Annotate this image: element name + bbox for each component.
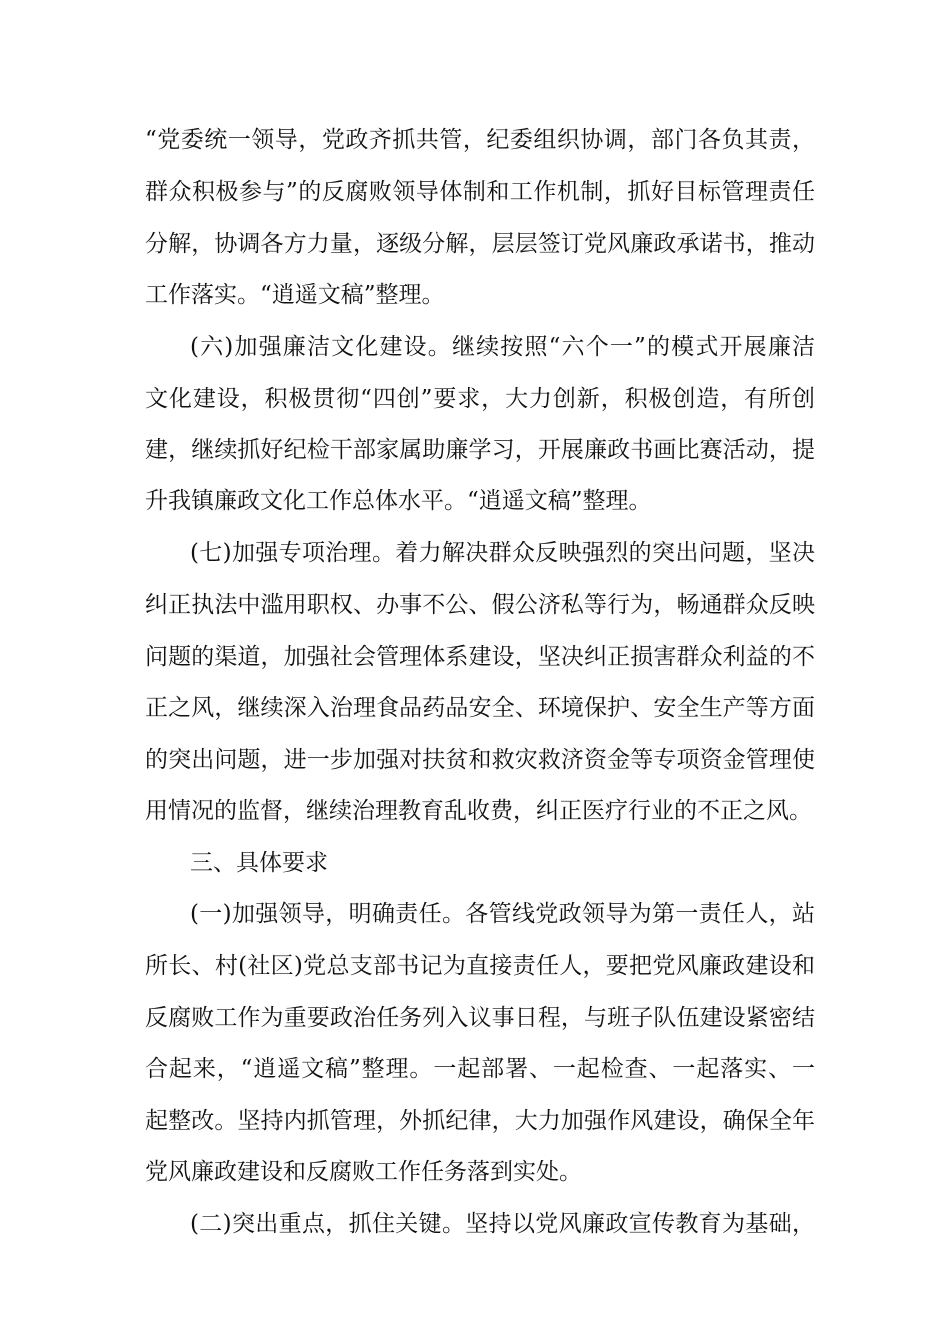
text-line: 反腐败工作为重要政治任务列入议事日程，与班子队伍建设紧密结: [145, 1005, 815, 1031]
text-line: “党委统一领导，党政齐抓共管，纪委组织协调，部门各负其责，: [145, 127, 815, 153]
text-line: (七)加强专项治理。着力解决群众反映强烈的突出问题，坚决: [190, 540, 815, 566]
text-line: 问题的渠道，加强社会管理体系建设，坚决纠正损害群众利益的不: [145, 644, 815, 670]
text-line: 工作落实。“逍遥文稿”整理。: [145, 282, 445, 308]
text-line: 纠正执法中滥用职权、办事不公、假公济私等行为，畅通群众反映: [145, 592, 815, 618]
text-line: 正之风，继续深入治理食品药品安全、环境保护、安全生产等方面: [145, 695, 815, 721]
text-line: 所长、村(社区)党总支部书记为直接责任人，要把党风廉政建设和: [145, 953, 815, 979]
text-line: 群众积极参与”的反腐败领导体制和工作机制，抓好目标管理责任: [145, 179, 815, 205]
text-line: 党风廉政建设和反腐败工作任务落到实处。: [145, 1159, 582, 1185]
text-line: 建，继续抓好纪检干部家属助廉学习，开展廉政书画比赛活动，提: [145, 437, 815, 463]
text-line: 的突出问题，进一步加强对扶贫和救灾救济资金等专项资金管理使: [145, 747, 815, 773]
text-line: (一)加强领导，明确责任。各管线党政领导为第一责任人，站: [190, 901, 815, 927]
text-line: 用情况的监督，继续治理教育乱收费，纠正医疗行业的不正之风。: [145, 798, 812, 824]
text-line: 分解，协调各方力量，逐级分解，层层签订党风廉政承诺书，推动: [145, 231, 815, 257]
text-line: (六)加强廉洁文化建设。继续按照“六个一”的模式开展廉洁: [190, 334, 815, 360]
section-heading: 三、具体要求: [190, 850, 328, 876]
text-line: 合起来，“逍遥文稿”整理。一起部署、一起检查、一起落实、一: [145, 1056, 815, 1082]
text-line: 起整改。坚持内抓管理，外抓纪律，大力加强作风建设，确保全年: [145, 1108, 815, 1134]
text-line: 文化建设，积极贯彻“四创”要求，大力创新，积极创造，有所创: [145, 386, 815, 412]
text-line: 升我镇廉政文化工作总体水平。“逍遥文稿”整理。: [145, 488, 652, 514]
text-line: (二)突出重点，抓住关键。坚持以党风廉政宣传教育为基础，: [190, 1211, 815, 1237]
